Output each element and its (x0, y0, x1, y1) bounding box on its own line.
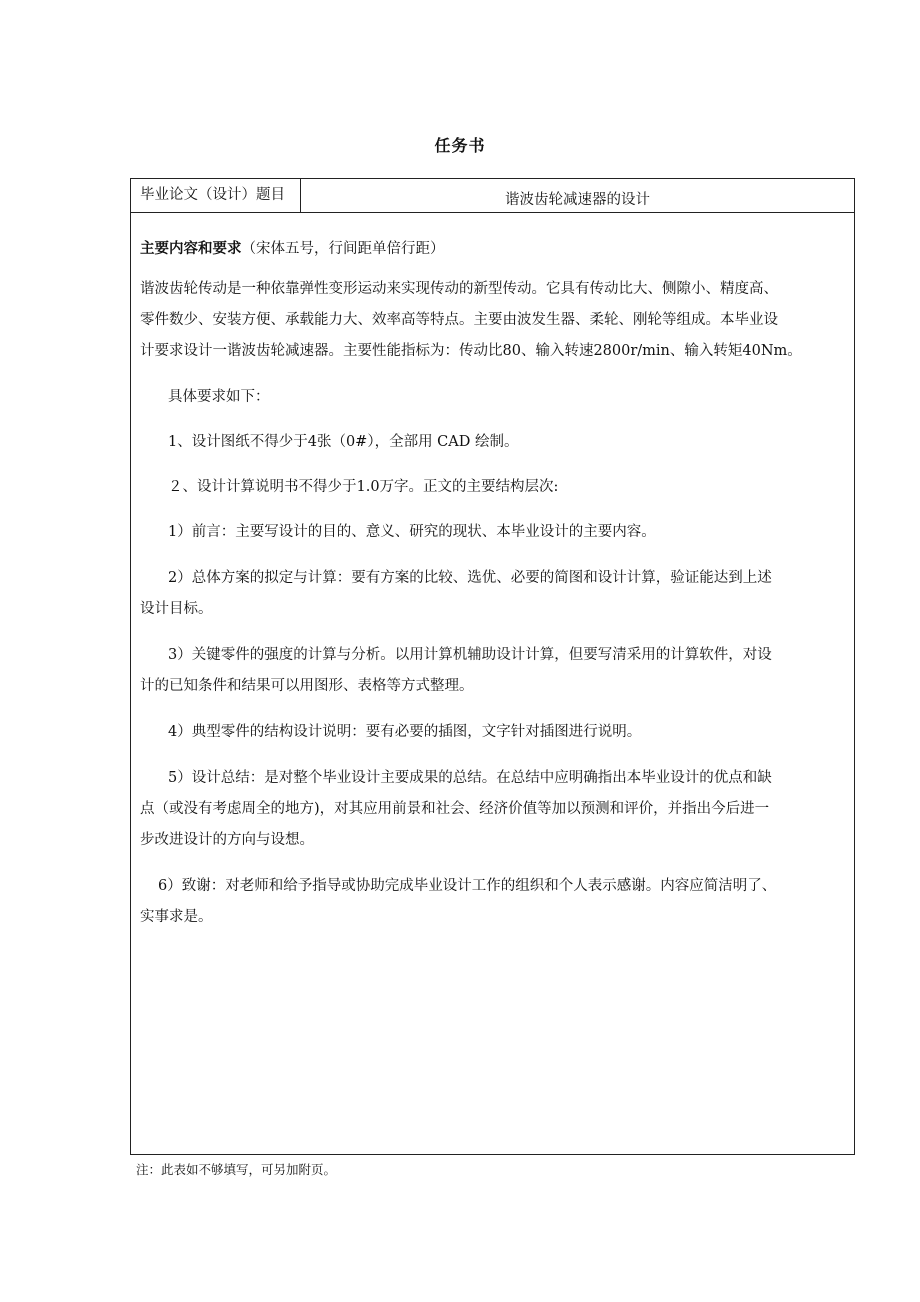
paragraph-line: 谐波齿轮传动是一种依靠弹性变形运动来实现传动的新型传动。它具有传动比大、侧隙小、精度高、 (140, 281, 778, 297)
paragraph-line: 5）设计总结：是对整个毕业设计主要成果的总结。在总结中应明确指出本毕业设计的优点和缺 (168, 770, 772, 786)
section-heading-line (140, 234, 846, 265)
paragraph-line: 设计目标。 (140, 601, 213, 617)
paragraph-line: 步改进设计的方向与设想。 (140, 832, 314, 848)
paragraph-line: 零件数少、安装方便、承载能力大、效率高等特点。主要由波发生器、柔轮、刚轮等组成。本毕业设 (140, 312, 778, 328)
paragraph-line: 1、设计图纸不得少于4张（0#），全部用 CAD 绘制。 (168, 434, 519, 450)
topic-value: 谐波齿轮减速器的设计 (505, 192, 650, 208)
paragraph-line: ２、设计计算说明书不得少于1.0万字。正文的主要结构层次: (168, 479, 559, 495)
paragraph-line: 2）总体方案的拟定与计算：要有方案的比较、选优、必要的简图和设计计算，验证能达到上述 (168, 570, 772, 586)
paragraph-line: 计的已知条件和结果可以用图形、表格等方式整理。 (140, 678, 474, 694)
paragraph-line: 1）前言：主要写设计的目的、意义、研究的现状、本毕业设计的主要内容。 (168, 524, 656, 540)
section-heading-note: （宋体五号，行间距单倍行距） (241, 241, 445, 257)
paragraph-line: 点（或没有考虑周全的地方)，对其应用前景和社会、经济价值等加以预测和评价，并指出今后进一 (140, 801, 770, 817)
page-title: 任务书 (434, 136, 486, 155)
footnote: 注：此表如不够填写，可另加附页。 (136, 1162, 337, 1177)
paragraph-line: 6）致谢：对老师和给予指导或协助完成毕业设计工作的组织和个人表示感谢。内容应简洁明了、 (158, 878, 777, 894)
task-table (130, 178, 855, 1155)
section-heading: 主要内容和要求 (140, 241, 242, 257)
topic-label: 毕业论文（设计）题目 (131, 179, 301, 212)
paragraph-line: 具体要求如下： (168, 389, 270, 405)
paragraph-line: 4）典型零件的结构设计说明：要有必要的插图，文字针对插图进行说明。 (168, 724, 642, 740)
paragraph-line: 实事求是。 (140, 909, 213, 925)
paragraph-line: 计要求设计一谐波齿轮减速器。主要性能指标为：传动比80、输入转速2800r/min、输入转矩40Nm。 (140, 343, 802, 359)
topic-row (131, 179, 854, 213)
paragraph-line: 3）关键零件的强度的计算与分析。以用计算机辅助设计计算，但要写清采用的计算软件，对设 (168, 647, 772, 663)
